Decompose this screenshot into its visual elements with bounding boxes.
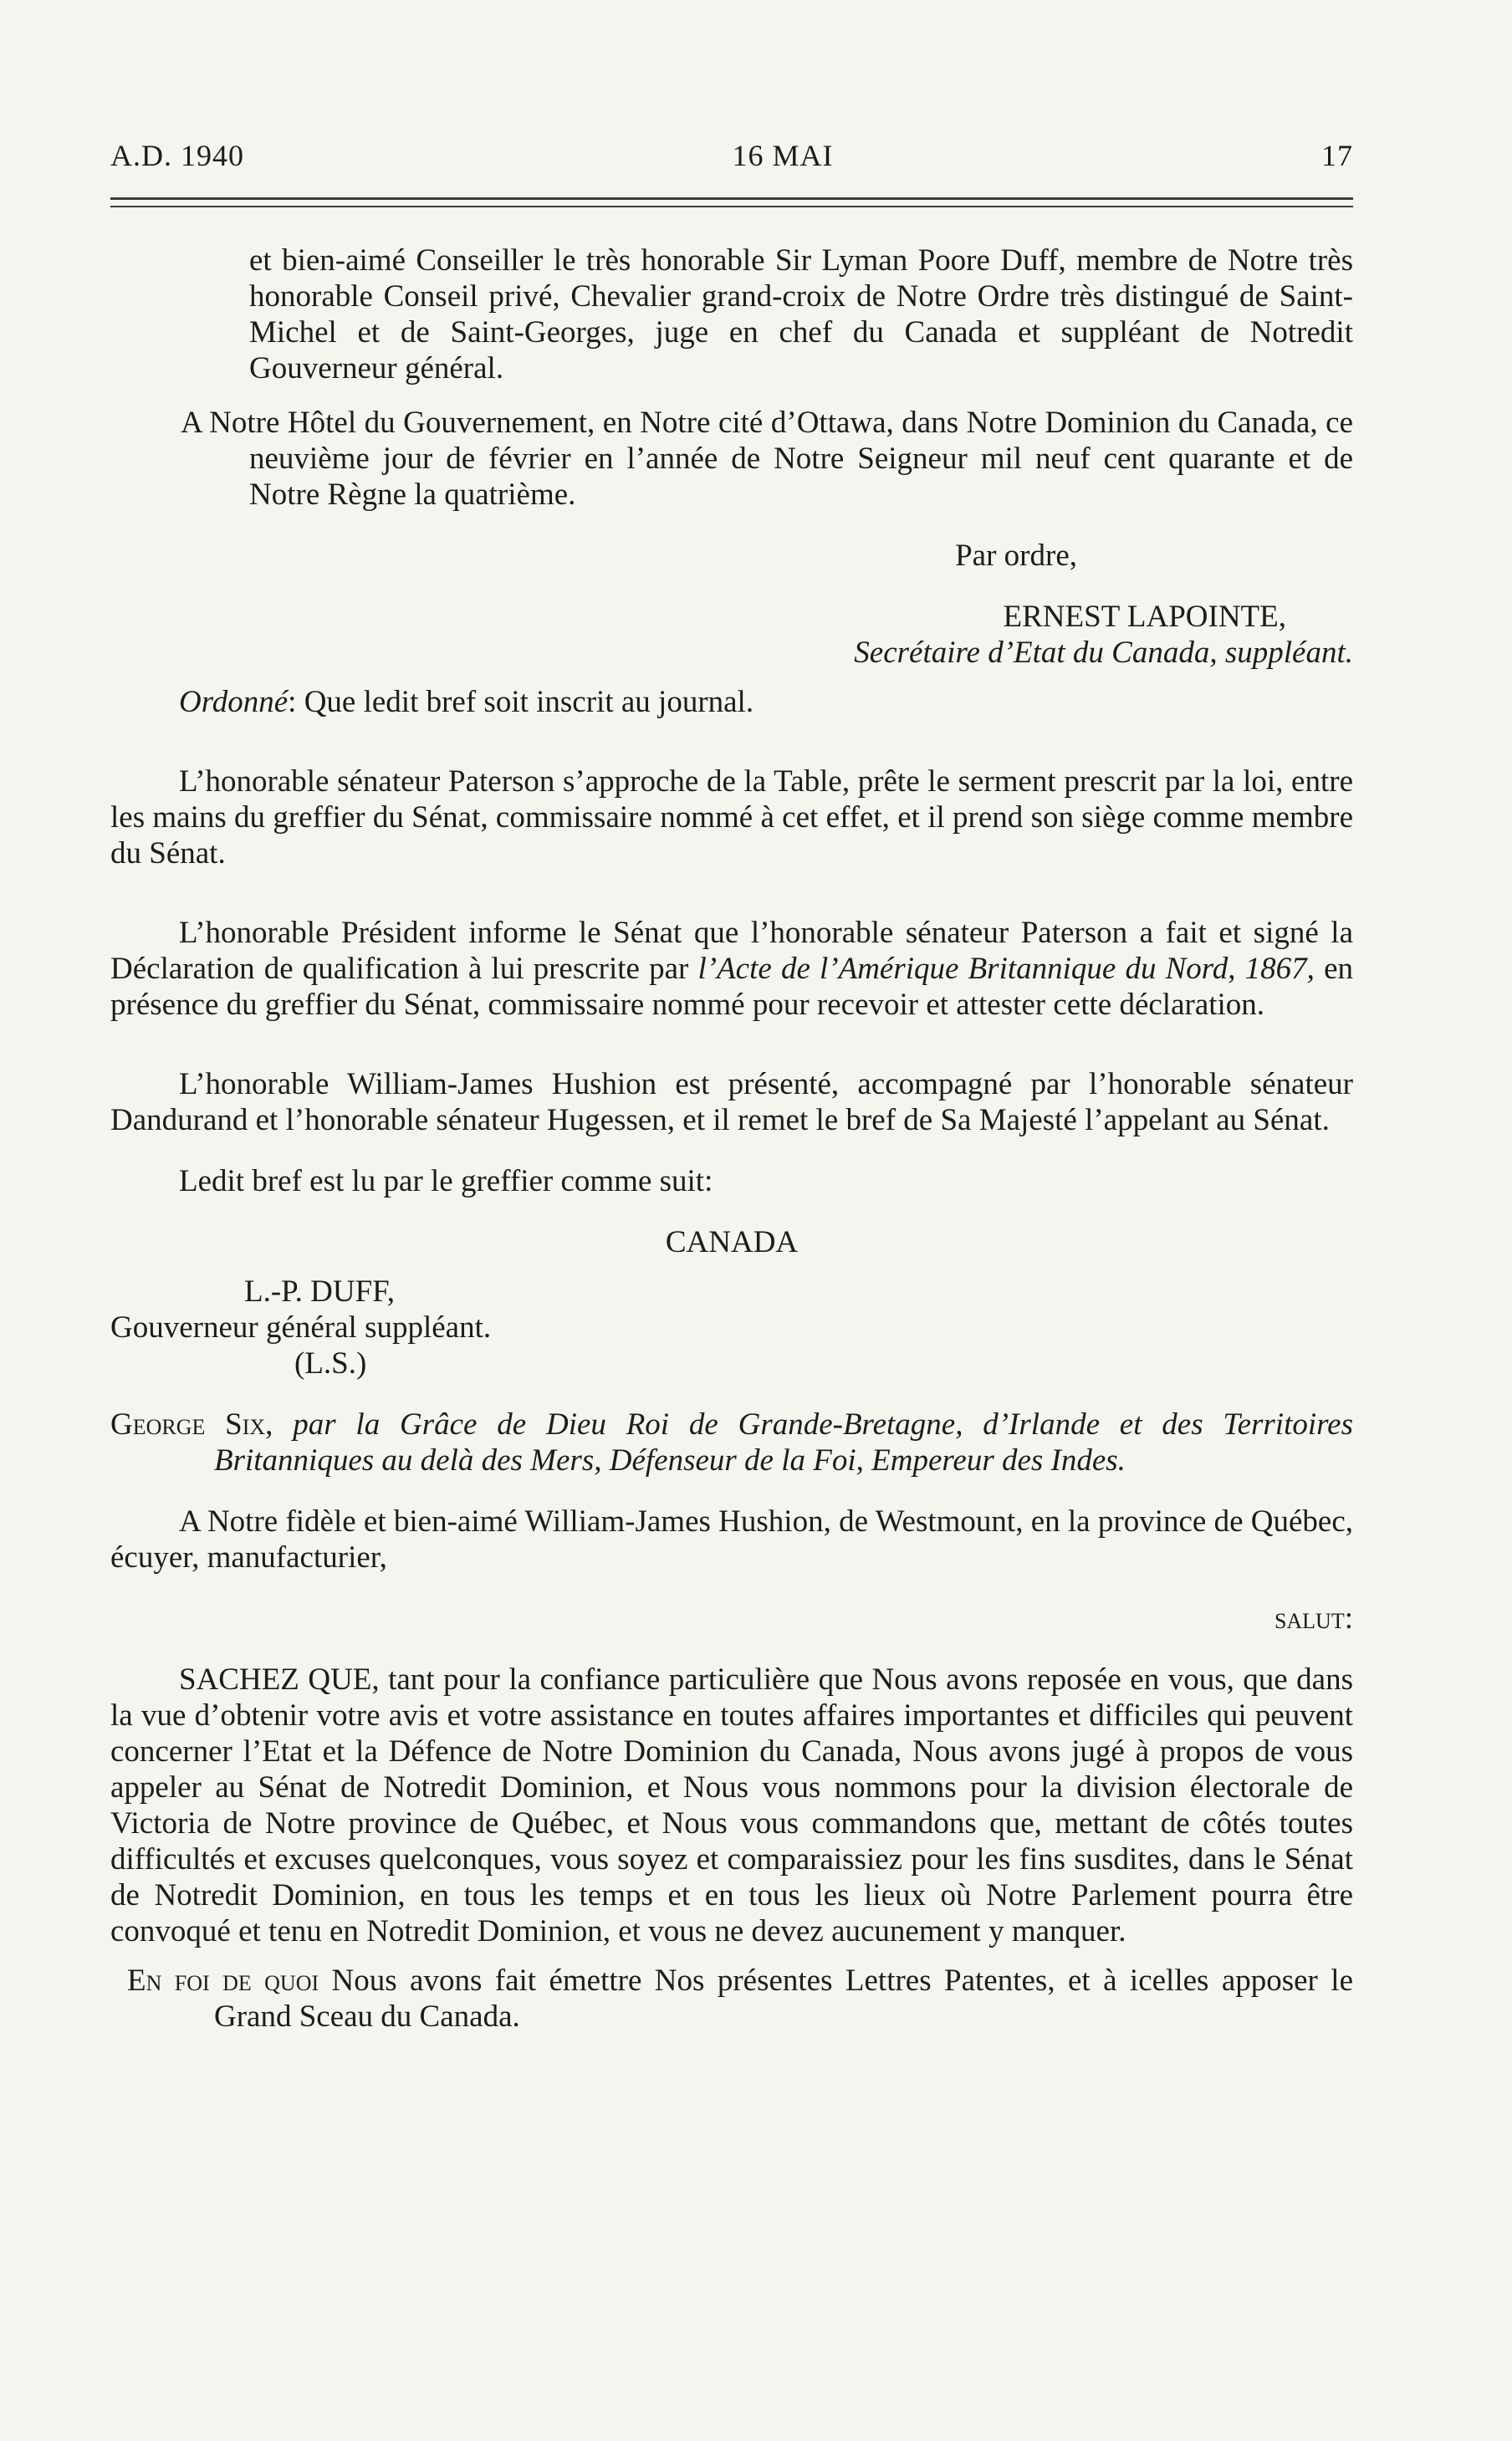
paragraph-continuation: et bien-aimé Conseiller le très honorable Sir Lyman Poore Duff, membre de Notre très honorable Conseil privé, Chevalier grand-croix de Notre Ordre très distingué de Saint-Michel et de Saint-Georges, juge en chef du Canada et suppléant de Notredit Gouverneur général. xyxy=(249,243,1353,386)
signatory-name: ERNEST LAPOINTE, xyxy=(1003,600,1286,634)
paragraph-lu: Ledit bref est lu par le greffier comme suit: xyxy=(179,1164,713,1198)
duff-name: L.-P. DUFF, xyxy=(244,1274,396,1309)
king-name: George Six, xyxy=(110,1407,273,1442)
salut: salut: xyxy=(1274,1601,1353,1636)
running-header xyxy=(110,138,1353,174)
en-foi-text: Nous avons fait émettre Nos présentes Lettres Patentes, et à icelles apposer le Grand Sceau du Canada. xyxy=(214,1964,1353,2034)
king-title: par la Grâce de Dieu Roi de Grande-Bretagne, d’Irlande et des Territoires Britanniques au delà des Mers, Défenseur de la Foi, Empereur des Indes. xyxy=(214,1407,1353,1478)
duff-title: Gouverneur général suppléant. xyxy=(110,1310,492,1345)
ordonne-label: Ordonné xyxy=(179,685,289,719)
page-number: 17 xyxy=(1321,139,1353,172)
par-ordre: Par ordre, xyxy=(955,539,1077,573)
ordonne-text: : Que ledit bref soit inscrit au journal. xyxy=(288,685,754,719)
header-rule-thin xyxy=(110,206,1353,207)
header-rule xyxy=(110,197,1353,200)
page-body xyxy=(110,243,1353,2035)
declaration-text-a: L’honorable Président informe le Sénat que l’honorable sénateur Paterson a fait et signé la Déclaration de qualification à lui prescrite par xyxy=(110,916,1353,986)
paragraph-hushion: L’honorable William-James Hushion est présenté, accompagné par l’honorable sénateur Dandurand et l’honorable sénateur Hugessen, et il remet le bref de Sa Majesté l’appelant au Sénat. xyxy=(110,1067,1353,1137)
header-date: 16 MAI xyxy=(732,139,834,172)
paragraph-en-foi xyxy=(110,1963,1353,2035)
canada-heading: CANADA xyxy=(665,1225,799,1259)
en-foi-label: En foi de quoi xyxy=(127,1964,319,1998)
signatory-title-text: Secrétaire d’Etat du Canada, suppléant. xyxy=(854,636,1353,670)
paragraph-serment: L’honorable sénateur Paterson s’approche de la Table, prête le serment prescrit par la loi, entre les mains du greffier du Sénat, commissaire nommé à cet effet, et il prend son siège comme membre du Sénat. xyxy=(110,764,1353,871)
paragraph-hotel: A Notre Hôtel du Gouvernement, en Notre cité d’Ottawa, dans Notre Dominion du Canada, ce neuvième jour de février en l’année de Notre Seigneur mil neuf cent quarante et de Notre Règne la quatrième. xyxy=(181,406,1353,512)
king-styling xyxy=(110,1407,1353,1478)
seal-mark: (L.S.) xyxy=(294,1346,367,1381)
paragraph-addressee: A Notre fidèle et bien-aimé William-James Hushion, de Westmount, en la province de Québec, écuyer, manufacturier, xyxy=(110,1504,1353,1575)
declaration-text-b: en présence du greffier du Sénat, commissaire nommé pour recevoir et attester cette déclaration. xyxy=(110,952,1353,1022)
signatory-title xyxy=(110,635,1353,671)
header-year: A.D. 1940 xyxy=(110,139,244,172)
paragraph-declaration xyxy=(110,915,1353,1023)
ordonne-line xyxy=(110,684,1353,720)
declaration-act-title: l’Acte de l’Amérique Britannique du Nord, 1867, xyxy=(697,952,1315,986)
paragraph-sachez: SACHEZ QUE, tant pour la confiance particulière que Nous avons reposée en vous, que dans la vue d’obtenir votre avis et votre assistance en toutes affaires importantes et difficiles qui peuvent concerner l’Etat et la Défence de Notre Dominion du Canada, Nous avons jugé à propos de vous appeler au Sénat de Notredit Dominion, et Nous vous nommons pour la division électorale de Victoria de Notre province de Québec, et Nous vous commandons que, mettant de côtés toutes difficultés et excuses quelconques, vous soyez et comparaissiez pour les fins susdites, dans le Sénat de Notredit Dominion, en tous les temps et en tous les lieux où Notre Parlement pourra être convoqué et tenu en Notredit Dominion, et vous ne devez aucunement y manquer. xyxy=(110,1662,1353,1948)
